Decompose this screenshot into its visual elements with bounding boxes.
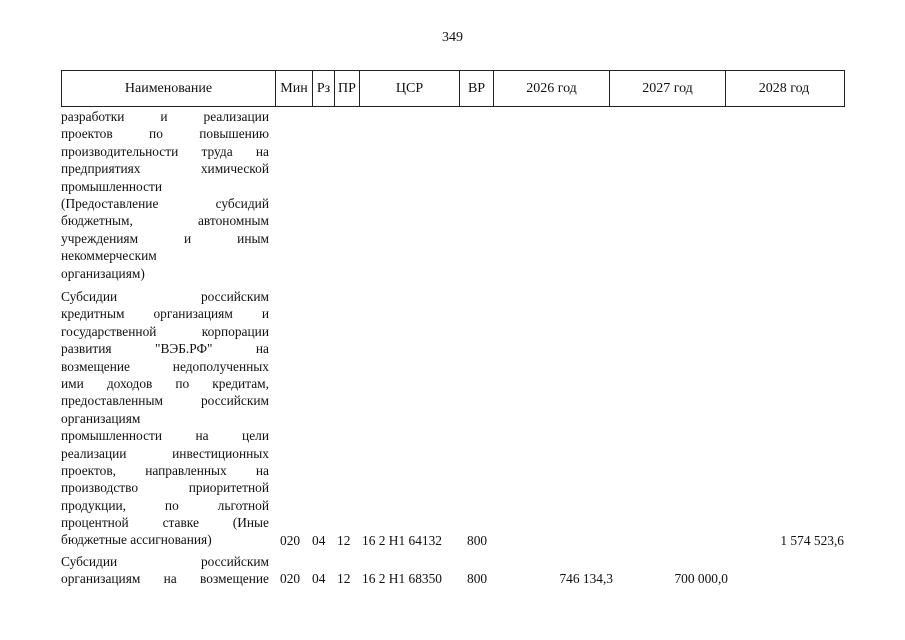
- row-3-rz: 04: [312, 571, 326, 587]
- row-2-line: возмещение недополученных: [61, 358, 269, 374]
- header-rz: Рз: [313, 71, 335, 106]
- row-1-name: [61, 108, 269, 282]
- row-2-vr: 800: [467, 532, 488, 548]
- row-3-line: Субсидии российским: [61, 554, 269, 569]
- row-2-line: кредитным организациям и: [61, 306, 269, 322]
- header-2026: 2026 год: [494, 71, 610, 106]
- row-1-line: проектов по повышению: [61, 126, 269, 142]
- row-2-2028: 1 574 523,6: [780, 532, 844, 548]
- row-2-line: продукции, по льготной: [61, 497, 269, 513]
- row-1-line: предприятиях химической: [61, 161, 269, 177]
- row-3-line: организациям на возмещение: [61, 571, 269, 587]
- row-1-line: учреждениям и иным: [61, 230, 269, 246]
- row-2-line: развития "ВЭБ.РФ" на: [61, 341, 269, 357]
- header-vr: ВР: [460, 71, 494, 106]
- row-2-line: процентной ставке (Иные: [61, 515, 269, 531]
- row-2-line: предоставленным российским: [61, 393, 269, 409]
- row-2-min: 020: [280, 532, 301, 548]
- row-3-2026: 746 134,3: [559, 571, 613, 587]
- row-1-line: некоммерческим: [61, 248, 157, 264]
- row-1-line: промышленности: [61, 178, 163, 194]
- header-csr: ЦСР: [360, 71, 460, 106]
- header-min: Мин: [276, 71, 313, 106]
- row-2-csr: 16 2 Н1 64132: [362, 532, 442, 548]
- row-2-line: организациям: [61, 410, 141, 426]
- row-1-line: (Предоставление субсидий: [61, 195, 269, 211]
- table-header: [61, 70, 845, 107]
- row-2-line: промышленности на цели: [61, 428, 269, 444]
- row-3-values: [0, 570, 905, 587]
- header-2027: 2027 год: [610, 71, 726, 106]
- header-2028: 2028 год: [758, 80, 810, 96]
- row-2-line: бюджетные ассигнования): [61, 532, 212, 548]
- row-3-min: 020: [280, 571, 301, 587]
- row-2-line: производство приоритетной: [61, 480, 269, 496]
- row-1-line: разработки и реализации: [61, 109, 269, 124]
- row-2-line: проектов, направленных на: [61, 462, 269, 478]
- header-pr: ПР: [335, 71, 360, 106]
- row-3-vr: 800: [467, 571, 488, 587]
- row-2-name: [61, 288, 269, 549]
- row-3-pr: 12: [337, 571, 351, 587]
- row-2-line: реализации инвестиционных: [61, 445, 269, 461]
- row-2-values: [0, 532, 905, 549]
- row-1-line: бюджетным, автономным: [61, 213, 269, 229]
- row-3-csr: 16 2 Н1 68350: [362, 571, 442, 587]
- page-number: 349: [442, 30, 463, 45]
- row-2-line: государственной корпорации: [61, 323, 269, 339]
- row-2-line: Субсидии российским: [61, 289, 269, 304]
- row-2-line: ими доходов по кредитам,: [61, 375, 269, 391]
- row-2-pr: 12: [337, 532, 351, 548]
- header-name: Наименование: [62, 71, 276, 106]
- row-3-2027: 700 000,0: [674, 571, 728, 587]
- row-2-rz: 04: [312, 532, 326, 548]
- row-1-line: организациям): [61, 265, 145, 281]
- row-1-line: производительности труда на: [61, 143, 269, 159]
